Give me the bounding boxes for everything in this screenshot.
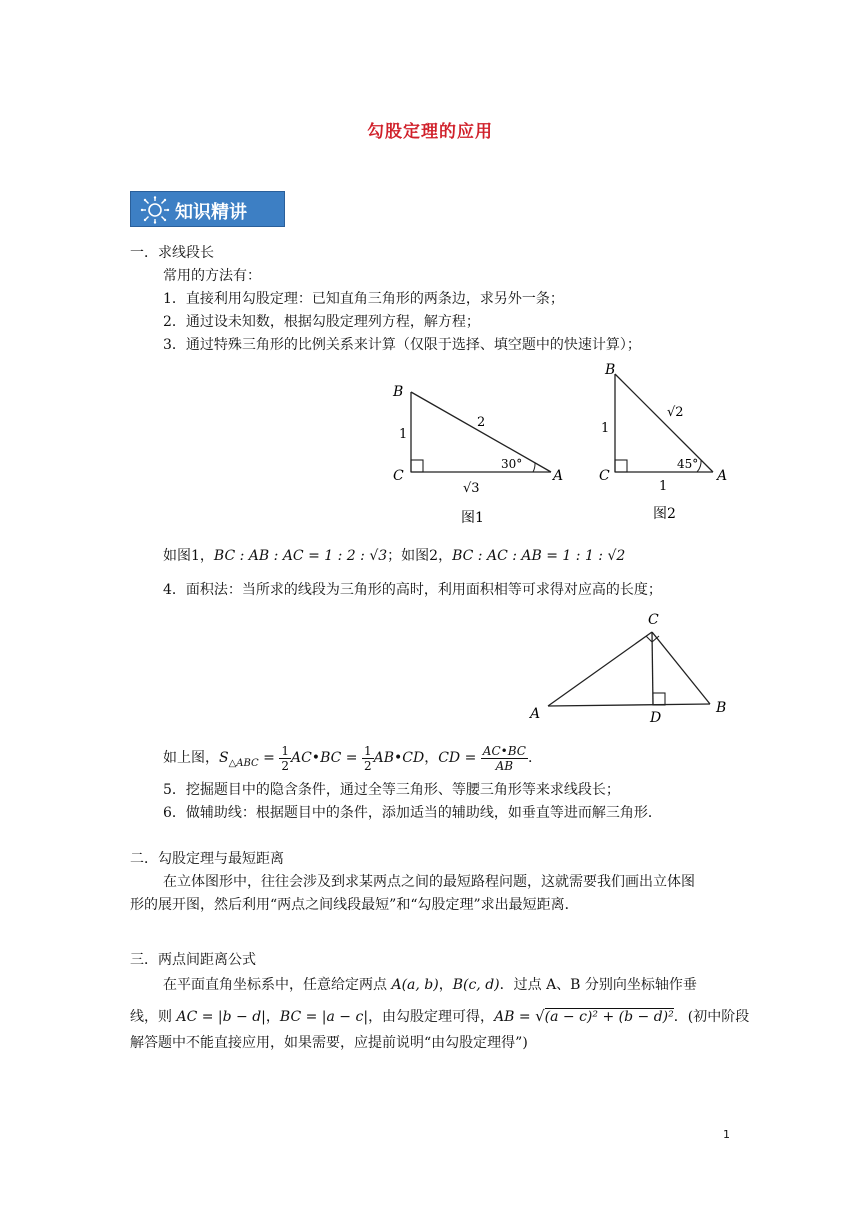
cd-den: AB bbox=[495, 758, 514, 773]
fig1-label-a: A bbox=[553, 468, 564, 484]
fig2-side-ab bbox=[615, 374, 713, 472]
half-fraction-2 bbox=[362, 744, 374, 773]
s3-l2-text-c: ，由勾股定理可得， bbox=[368, 1009, 495, 1025]
fig1-side-ab bbox=[411, 392, 551, 472]
section2-para-1: 在立体图形中，往往会涉及到求某两点之间的最短路程问题，这就需要我们画出立体图 bbox=[163, 874, 695, 890]
badge-label: 知识精讲 bbox=[175, 202, 247, 223]
fig1-caption: 图1 bbox=[461, 510, 484, 526]
area-end: . bbox=[527, 750, 533, 766]
sun-icon bbox=[139, 196, 171, 224]
cd-num: AC•BC bbox=[482, 743, 526, 758]
area-subscript: △ABC bbox=[228, 757, 259, 769]
method-2: 2．通过设未知数，根据勾股定理列方程，解方程； bbox=[163, 314, 480, 330]
fig3-side-ac bbox=[548, 632, 652, 706]
fig2-label-b: B bbox=[605, 362, 616, 378]
ratio-fig2: BC : AC : AB = 1 : 1 : √2 bbox=[452, 548, 626, 564]
fig1-angle-arc bbox=[533, 463, 535, 472]
method-4: 4．面积法：当所求的线段为三角形的高时，利用面积相等可求得对应高的长度； bbox=[163, 582, 662, 598]
fig2-len-ac: 1 bbox=[659, 479, 668, 494]
s3-l2-text-d: ．(初中阶段 bbox=[673, 1009, 750, 1025]
fig2-caption: 图2 bbox=[653, 506, 676, 522]
point-b: B(c, d) bbox=[452, 977, 500, 993]
bc-formula: BC = |a − c| bbox=[279, 1009, 369, 1025]
ab-radicand: (a − c)² + (b − d)² bbox=[544, 1009, 674, 1025]
half-den-1: 2 bbox=[281, 758, 289, 773]
area-term-2: AB•CD bbox=[373, 750, 425, 766]
fig1-len-bc: 1 bbox=[399, 427, 408, 442]
method-5: 5．挖掘题目中的隐含条件，通过全等三角形、等腰三角形等来求线段长； bbox=[163, 782, 620, 798]
area-formula-line bbox=[163, 740, 532, 782]
fig2-label-a: A bbox=[717, 468, 728, 484]
cd-lhs: CD = bbox=[438, 750, 481, 766]
fig3-label-c: C bbox=[648, 612, 659, 628]
s3-l2-text-a: 线，则 bbox=[130, 1009, 177, 1025]
fig1-len-ab: 2 bbox=[477, 415, 486, 430]
fig2-label-c: C bbox=[599, 468, 610, 484]
fig3-label-b: B bbox=[716, 700, 727, 716]
fig1-len-ac: √3 bbox=[463, 481, 480, 496]
half-den-2: 2 bbox=[363, 758, 372, 773]
area-prefix: 如上图， bbox=[163, 750, 219, 766]
half-num-1: 1 bbox=[281, 743, 289, 758]
section2-para-2: 形的展开图，然后利用“两点之间线段最短”和“勾股定理”求出最短距离． bbox=[130, 897, 579, 913]
fig3-foot-right-angle bbox=[653, 693, 665, 705]
fig3-label-a: A bbox=[530, 706, 541, 722]
method-3: 3．通过特殊三角形的比例关系来计算（仅限于选择、填空题中的快速计算）； bbox=[163, 337, 641, 353]
fig1-right-angle-mark bbox=[411, 460, 423, 472]
section2-heading: 二．勾股定理与最短距离 bbox=[130, 851, 284, 867]
ratio-middle: ；如图2， bbox=[387, 548, 453, 564]
figure-1 bbox=[385, 380, 575, 530]
s3-l1-text-c: ．过点 A、B 分别向坐标轴作垂 bbox=[499, 977, 697, 993]
half-num-2: 1 bbox=[363, 743, 372, 758]
ratio-prefix: 如图1， bbox=[163, 548, 214, 564]
fig2-len-ab: √2 bbox=[667, 405, 684, 420]
fig2-right-angle-mark bbox=[615, 460, 627, 472]
ratio-line bbox=[163, 546, 625, 566]
area-s: S bbox=[219, 750, 229, 766]
point-a: A(a, b) bbox=[391, 977, 439, 993]
section3-line-2 bbox=[130, 1006, 749, 1027]
fig3-side-ab bbox=[548, 704, 710, 706]
s3-l1-text-b: ， bbox=[438, 977, 453, 993]
radical-sign: √ bbox=[535, 1007, 545, 1025]
ac-formula: AC = |b − d| bbox=[176, 1009, 266, 1025]
fig3-label-d: D bbox=[650, 710, 662, 726]
fig2-len-bc: 1 bbox=[601, 421, 610, 436]
section1-heading: 一．求线段长 bbox=[130, 245, 214, 261]
section3-line-3: 解答题中不能直接应用，如果需要，应提前说明“由勾股定理得”) bbox=[130, 1035, 528, 1051]
section1-intro: 常用的方法有： bbox=[163, 268, 261, 284]
section3-heading: 三．两点间距离公式 bbox=[130, 952, 256, 968]
fig1-angle-label: 30° bbox=[501, 457, 523, 471]
cd-fraction bbox=[481, 744, 528, 773]
fig1-label-b: B bbox=[393, 384, 404, 400]
figure-2 bbox=[595, 360, 740, 530]
section3-line-1 bbox=[163, 975, 697, 995]
half-fraction-1 bbox=[279, 744, 291, 773]
s3-l1-text-a: 在平面直角坐标系中，任意给定两点 bbox=[163, 977, 392, 993]
ratio-fig1: BC : AB : AC = 1 : 2 : √3 bbox=[213, 548, 388, 564]
figure-3 bbox=[522, 608, 737, 726]
area-separator: ， bbox=[424, 750, 439, 766]
method-6: 6．做辅助线：根据题目中的条件，添加适当的辅助线，如垂直等进而解三角形． bbox=[163, 805, 662, 821]
area-eq: = bbox=[258, 750, 280, 766]
s3-l2-text-b: ， bbox=[265, 1009, 280, 1025]
fig1-label-c: C bbox=[393, 468, 404, 484]
fig2-angle-label: 45° bbox=[677, 457, 699, 471]
ab-lhs: AB = bbox=[494, 1009, 536, 1025]
page-title: 勾股定理的应用 bbox=[367, 122, 493, 142]
area-term-1: AC•BC = bbox=[290, 750, 362, 766]
method-1: 1．直接利用勾股定理：已知直角三角形的两条边，求另外一条； bbox=[163, 291, 564, 307]
page-number: 1 bbox=[723, 1128, 730, 1141]
section-badge bbox=[130, 191, 285, 227]
